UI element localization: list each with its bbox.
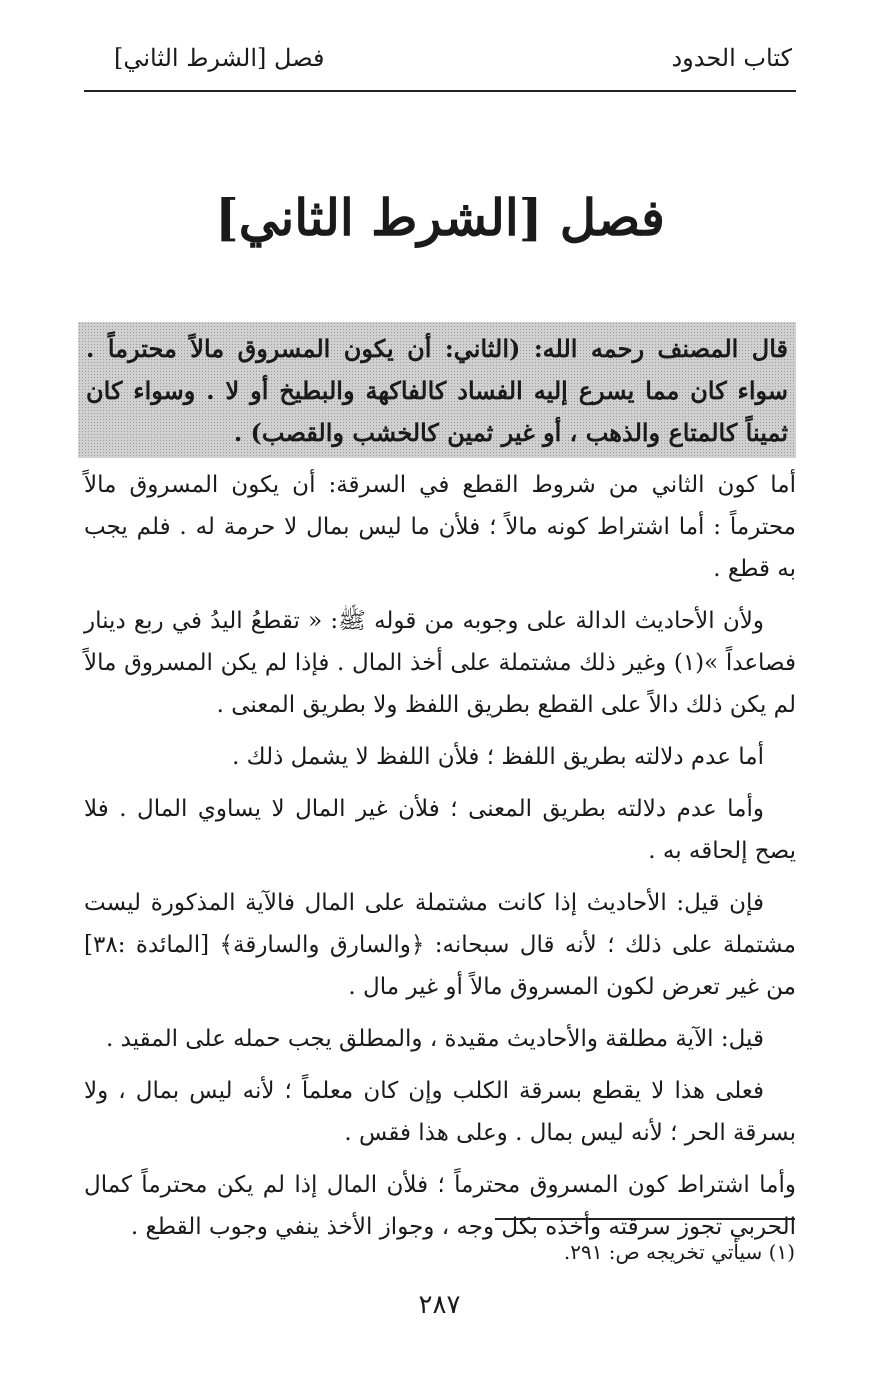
- section-title: فصل [الشرط الثاني]: [114, 44, 325, 72]
- paragraph-4: وأما عدم دلالته بطريق المعنى ؛ فلأن غير المال لا يساوي المال . فلا يصح إلحاقه به .: [84, 796, 796, 864]
- paragraph-5: فإن قيل: الأحاديث إذا كانت مشتملة على المال فالآية المذكورة ليست مشتملة على ذلك ؛ لأنه قال سبحانه: ﴿والسارق والسارقة﴾ [المائدة :٣٨] من غير تعرض لكون المسروق مالاً أو غير مال .: [84, 890, 796, 1000]
- body-text: [84, 464, 796, 1258]
- paragraph-7: فعلى هذا لا يقطع بسرقة الكلب وإن كان معلماً ؛ لأنه ليس بمال ، ولا بسرقة الحر ؛ لأنه ليس بمال . وعلى هذا فقس .: [84, 1078, 796, 1146]
- footnote: (١) سيأتي تخريجه ص: ٢٩١.: [563, 1240, 795, 1264]
- page-number: ٢٨٧: [418, 1290, 461, 1320]
- running-header: [84, 44, 796, 92]
- paragraph-3: أما عدم دلالته بطريق اللفظ ؛ فلأن اللفظ لا يشمل ذلك .: [232, 744, 764, 770]
- paragraph-2: ولأن الأحاديث الدالة على وجوبه من قوله ﷺ: « تقطعُ اليدُ في ربع دينار فصاعداً »(١) وغير ذلك مشتملة على أخذ المال . فإذا لم يكن المسروق مالاً لم يكن ذلك دالاً على القطع بطريق اللفظ ولا بطريق المعنى .: [84, 608, 796, 718]
- chapter-title: فصل [الشرط الثاني]: [215, 188, 665, 247]
- paragraph-6: قيل: الآية مطلقة والأحاديث مقيدة ، والمطلق يجب حمله على المقيد .: [106, 1026, 764, 1052]
- book-title: كتاب الحدود: [671, 44, 792, 72]
- author-quote: قال المصنف رحمه الله: (الثاني: أن يكون المسروق مالاً محترماً . سواء كان مما يسرع إليه الفساد كالفاكهة والبطيخ أو لا . وسواء كان ثميناً كالمتاع والذهب ، أو غير ثمين كالخشب والقصب) .: [78, 322, 796, 458]
- footnote-divider: [495, 1218, 795, 1220]
- paragraph-8: وأما اشتراط كون المسروق محترماً ؛ فلأن المال إذا لم يكن محترماً كمال الحربي تجوز سرقته وأخذه بكل وجه ، وجواز الأخذ ينفي وجوب القطع .: [84, 1172, 796, 1240]
- paragraph-1: أما كون الثاني من شروط القطع في السرقة: أن يكون المسروق مالاً محترماً : أما اشتراط كونه مالاً ؛ فلأن ما ليس بمال لا حرمة له . فلم يجب به قطع .: [84, 472, 797, 582]
